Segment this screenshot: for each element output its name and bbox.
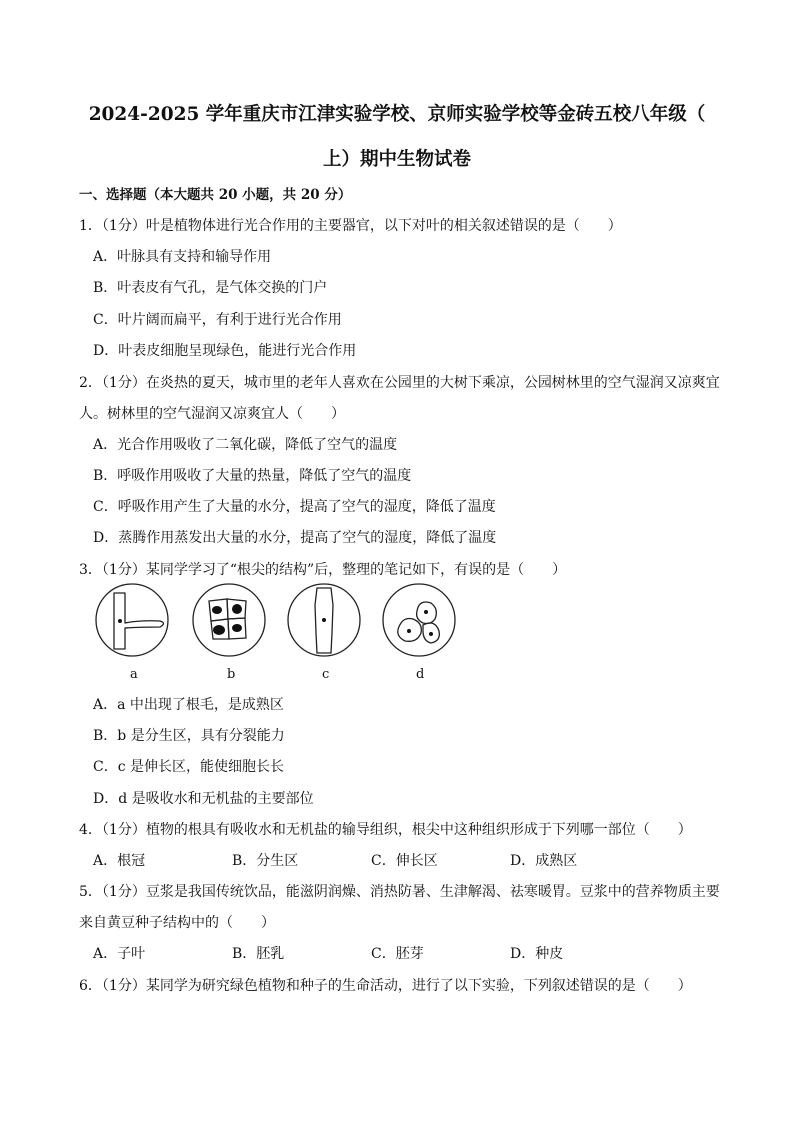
question-2-option-b: B．呼吸作用吸收了大量的热量，降低了空气的温度 <box>93 468 412 484</box>
question-4-options <box>93 850 649 870</box>
question-5-option-c: C．胚芽 <box>371 946 424 962</box>
exam-title-line2: 上）期中生物试卷 <box>322 149 471 170</box>
question-5-option-b: B．胚乳 <box>232 946 285 962</box>
question-4-option-c: C．伸长区 <box>371 853 438 869</box>
figure-caption-b: b <box>227 667 236 682</box>
question-1-option-d: D．叶表皮细胞呈现绿色，能进行光合作用 <box>93 343 357 359</box>
question-3-option-c: C．c 是伸长区，能使细胞长长 <box>93 759 285 775</box>
question-6-stem: 6．（1分）某同学为研究绿色植物和种子的生命活动，进行了以下实验，下列叙述错误的是（ ） <box>79 978 692 994</box>
question-2-stem-line1: 2．（1分）在炎热的夏天，城市里的老年人喜欢在公园里的大树下乘凉，公园树林里的空气湿润又凉爽宜 <box>79 375 720 391</box>
question-2-stem-line2: 人。树林里的空气湿润又凉爽宜人（ ） <box>79 406 345 422</box>
question-3-option-b: B．b 是分生区，具有分裂能力 <box>93 728 285 744</box>
root-tip-cells-figure <box>95 583 465 693</box>
section-heading: 一、选择题（本大题共 20 小题，共 20 分） <box>79 187 352 203</box>
question-5-stem-line1: 5．（1分）豆浆是我国传统饮品，能滋阴润燥、消热防暑、生津解渴、祛寒暖胃。豆浆中的营养物质主要 <box>79 884 720 900</box>
question-5-option-a: A．子叶 <box>93 946 146 962</box>
question-5-stem-line2: 来自黄豆种子结构中的（ ） <box>79 915 275 931</box>
figure-caption-c: c <box>322 667 330 682</box>
question-5-option-d: D．种皮 <box>510 946 564 962</box>
question-1-option-b: B．叶表皮有气孔，是气体交换的门户 <box>93 280 328 296</box>
question-5-options <box>93 943 649 963</box>
question-1-option-a: A．叶脉具有支持和输导作用 <box>93 249 272 265</box>
question-4-option-d: D．成熟区 <box>510 853 578 869</box>
question-4-stem: 4．（1分）植物的根具有吸收水和无机盐的输导组织，根尖中这种组织形成于下列哪一部位（ ） <box>79 822 692 838</box>
question-2-option-d: D．蒸腾作用蒸发出大量的水分，提高了空气的湿度，降低了温度 <box>93 530 497 546</box>
figure-caption-d: d <box>416 667 425 682</box>
question-4-option-a: A．根冠 <box>93 853 146 869</box>
question-4-option-b: B．分生区 <box>232 853 299 869</box>
exam-title-line1: 2024-2025 学年重庆市江津实验学校、京师实验学校等金砖五校八年级（ <box>88 104 706 125</box>
question-1-option-c: C．叶片阔而扁平，有利于进行光合作用 <box>93 312 342 328</box>
question-2-option-c: C．呼吸作用产生了大量的水分，提高了空气的湿度，降低了温度 <box>93 499 496 515</box>
question-3-stem: 3．（1分）某同学学习了“根尖的结构”后，整理的笔记如下，有误的是（ ） <box>79 562 567 578</box>
figure-caption-a: a <box>130 667 138 682</box>
question-2-option-a: A．光合作用吸收了二氧化碳，降低了空气的温度 <box>93 437 398 453</box>
question-1-stem: 1．（1分）叶是植物体进行光合作用的主要器官，以下对叶的相关叙述错误的是（ ） <box>79 218 622 234</box>
question-3-option-d: D．d 是吸收水和无机盐的主要部位 <box>93 791 314 807</box>
question-3-option-a: A．a 中出现了根毛，是成熟区 <box>93 697 284 713</box>
